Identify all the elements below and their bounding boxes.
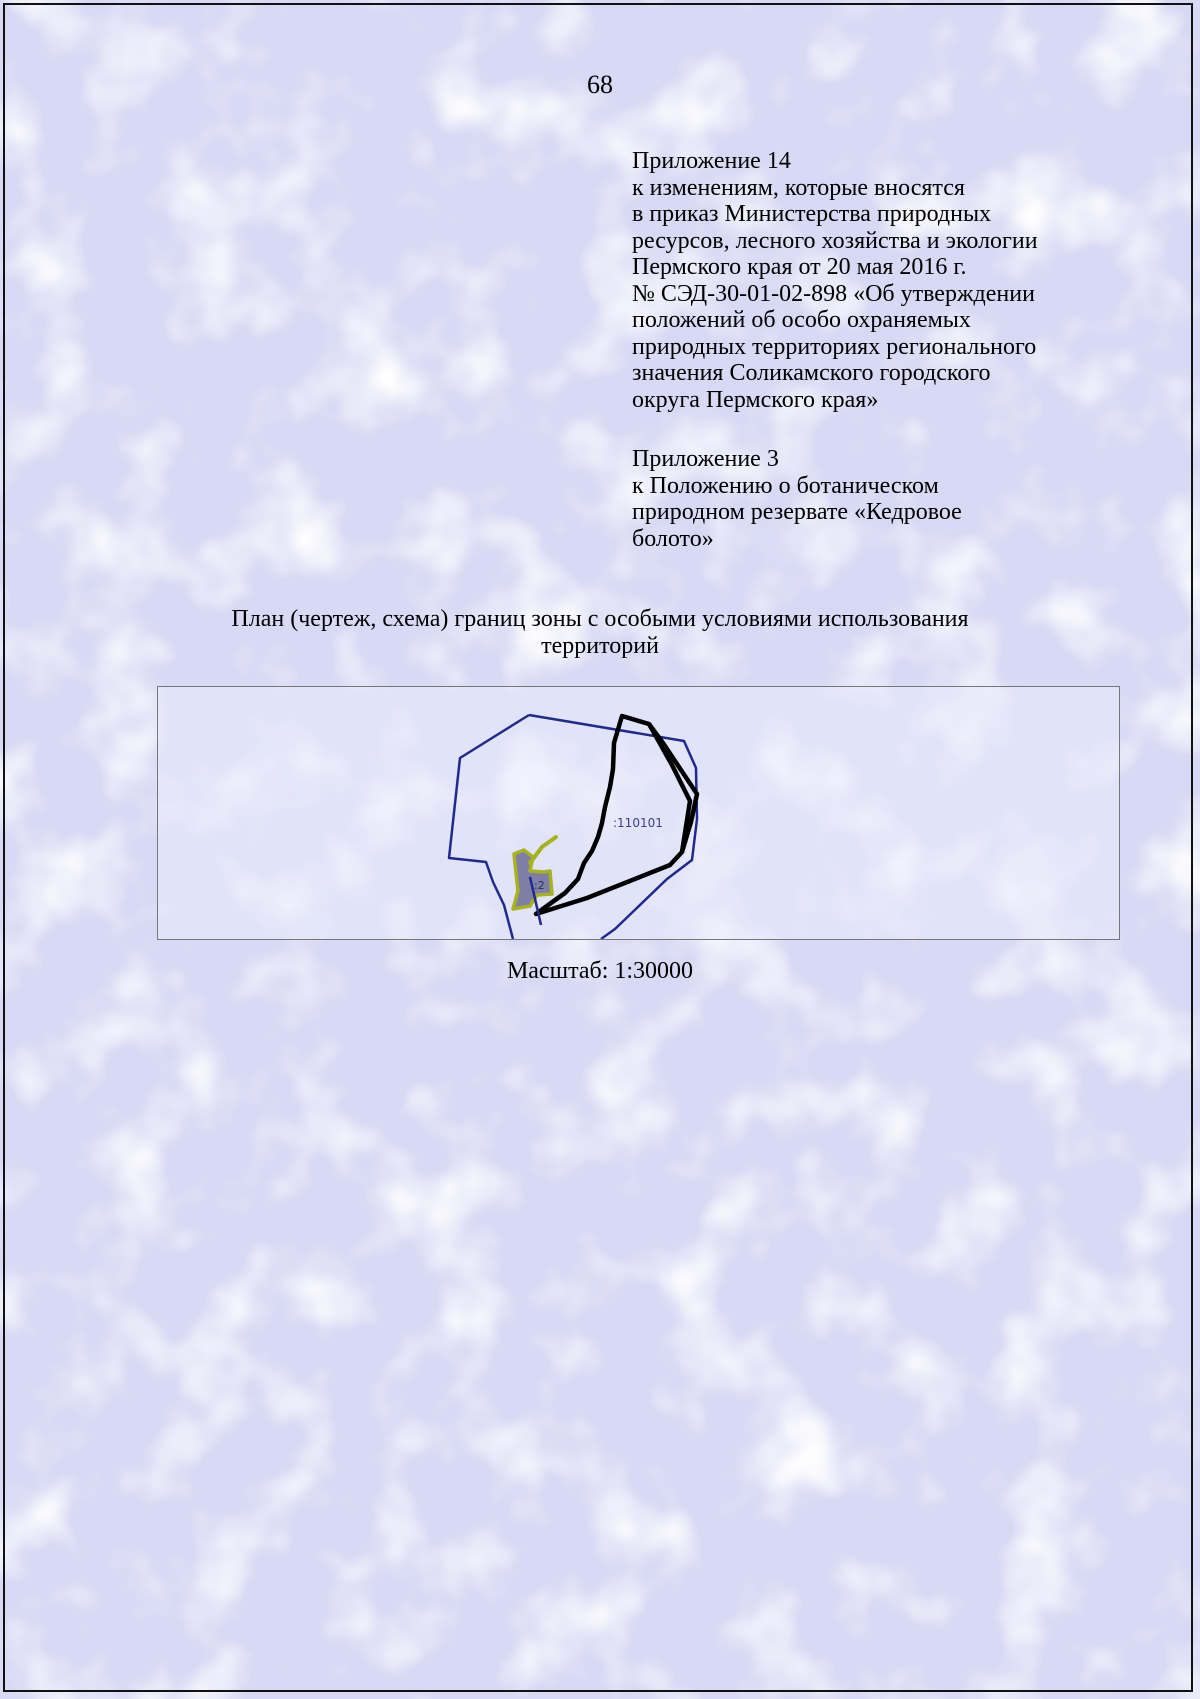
plan-title-line: План (чертеж, схема) границ зоны с особыми условиями использования bbox=[231, 606, 969, 632]
plan-title-line: территорий bbox=[541, 632, 659, 659]
annex-3-line: болото» bbox=[632, 525, 714, 552]
zone-boundary bbox=[536, 716, 697, 914]
boundary-map-drawing bbox=[158, 687, 1119, 939]
annex-14-line: ресурсов, лесного хозяйства и экологии bbox=[632, 227, 1038, 254]
annex-14-line: положений об особо охраняемых bbox=[632, 307, 971, 333]
annex-3-line: Приложение 3 bbox=[632, 446, 779, 472]
annex-14-line: значения Соликамского городского bbox=[632, 360, 991, 386]
annex-3-line: природном резервате «Кедровое bbox=[632, 499, 962, 525]
scale-caption: Масштаб: 1:30000 bbox=[506, 958, 694, 984]
annex-3-line: к Положению о ботаническом bbox=[632, 472, 939, 499]
plan-title bbox=[150, 606, 1050, 659]
annex-14-line: № СЭД-30-01-02-898 «Об утверждении bbox=[632, 280, 1035, 307]
annex-14-line: Приложение 14 bbox=[632, 148, 791, 174]
quarter-label: :110101 bbox=[613, 816, 663, 830]
annex-14-line: в приказ Министерства природных bbox=[632, 201, 992, 227]
annex-3-header bbox=[632, 446, 1172, 552]
annex-14-line: природных территориях регионального bbox=[632, 333, 1037, 360]
parcel-label: :2 bbox=[534, 879, 545, 892]
land-parcel-spur bbox=[530, 837, 556, 863]
annex-14-header bbox=[632, 148, 1172, 413]
annex-14-line: к изменениям, которые вносятся bbox=[632, 174, 965, 201]
boundary-map bbox=[157, 686, 1120, 940]
annex-14-line: округа Пермского края» bbox=[632, 386, 879, 413]
annex-14-line: Пермского края от 20 мая 2016 г. bbox=[632, 254, 967, 280]
page-number: 68 bbox=[587, 70, 613, 99]
